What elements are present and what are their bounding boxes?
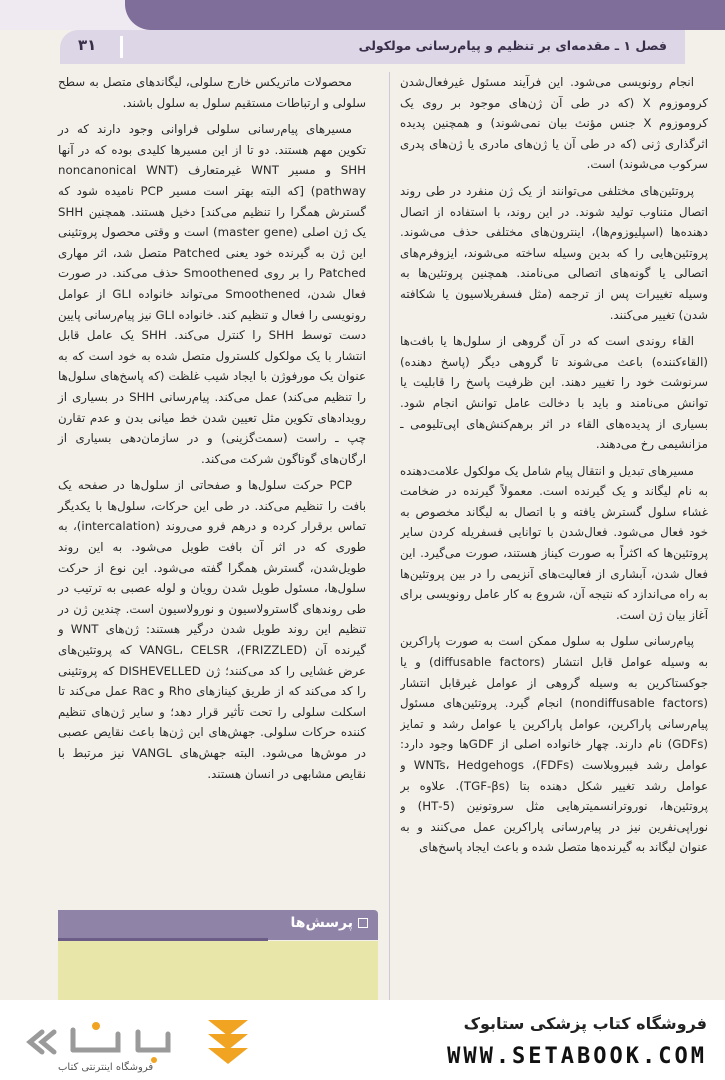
shop-name: فروشگاه کتاب پزشکی ستابوک bbox=[463, 1014, 707, 1033]
paragraph: مسیرهای تبدیل و انتقال پیام شامل یک مولکول علامت‌دهنده به نام لیگاند و یک گیرنده است. معمولاً گیرنده در ضخامت غشاء سلول گسترش یافته و با اتصال به لیگاند مخصوص به خود فعال می‌شود. فعال‌شدن با توانایی فسفریله کردن سایر پروتئین‌ها که اکثراً به صورت کیناز هستند، صورت می‌گیرد. این فعال شدن، آبشاری از فعالیت‌های آنزیمی را در بین پروتئین‌ها به راه می‌اندازد که نتیجه آن، شروع به کار عامل رونویسی برای آغاز بیان ژن است. bbox=[400, 463, 708, 622]
paragraph: مسیرهای پیام‌رسانی سلولی فراوانی وجود دارند که در تکوین مهم هستند. دو تا از این مسیرها کلیدی بوده که در آنها SHH و مسیر WNT غیرمتعارف (noncanonical WNT pathway) [که البته بهتر است مسیر PCP نامیده شود که گسترش همگرا را تنظیم می‌کند] دخیل هستند. همچنین SHH یک ژن اصلی (master gene) است و وقتی محصول پروتئینی این ژن به گیرنده خود یعنی Patched متصل شد، اثر مهاری Patched را بر روی Smoothened حذف می‌کند. در صورت فعال شدن، Smoothened می‌تواند خانواده GLI از عوامل رونویسی را فعال و تنظیم کند. خانواده GLI نیز پیام‌رسانی پایین دست توسط SHH را کنترل می‌کند. SHH یک عامل قابل انتشار با یک مولکول کلسترول متصل شده به خود است که به عنوان یک مورفوژن با ایجاد شیب غلظت (که پاسخ‌های سلول‌ها را تنظیم می‌کند) عمل می‌کند. پیام‌رسانی SHH در بسیاری از رویدادهای تکوین مثل تعیین شدن خط میانی بدن و عدم تقارن چپ ـ راست (سمت‌گزینی) و در سازمان‌دهی بسیاری از ارگان‌های گوناگون شرکت می‌کند. bbox=[58, 122, 367, 466]
paragraph: پیام‌رسانی سلول به سلول ممکن است به صورت پاراکرین به وسیله عوامل قابل انتشار (diffusable factors) و یا جوکستاکرین به وسیله گروهی از عوامل غیرقابل انتشار (nondiffusable factors) انجام گیرد. پروتئین‌های مسئول پیام‌رسانی پاراکرین، عوامل پاراکرین یا عوامل رشد و تمایز (GDFs) نام دارند. چهار خانواده اصلی از GDFها وجود دارد: عوامل رشد فیبروبلاست (FDFs)، WNTs، Hedgehogs و عوامل رشد تغییر شکل دهنده بتا (TGF-βs). علاوه بر پروتئین‌ها، نوروترانسمیترهایی مثل سروتونین (5-HT) و نوراپی‌نفرین نیز در پیام‌رسانی پاراکرین عمل می‌کنند و به عنوان لیگاند به گیرنده‌ها متصل شده و باعث ایجاد پاسخ‌های bbox=[400, 634, 708, 855]
column-separator bbox=[389, 72, 390, 1000]
paragraph: انجام رونویسی می‌شود. این فرآیند مسئول غیرفعال‌شدن کروموزوم X (که در طی آن ژن‌های موجود بر روی یک کروموزوم X جنس مؤنث بیان نمی‌شوند) و همچنین پدیده اثرگذاری ژنی (که در طی آن یا ژن‌های مادری یا ژن‌های پدری سرکوب می‌شوند) است. bbox=[400, 75, 708, 172]
header-notch bbox=[125, 0, 725, 30]
paragraph: محصولات ماتریکس خارج سلولی، لیگاندهای متصل به سطح سلولی و ارتباطات مستقیم سلول به سلول باشند. bbox=[58, 75, 366, 110]
page-number: ۳۱ bbox=[78, 36, 97, 54]
paragraph: PCP حرکت سلول‌ها و صفحاتی از سلول‌ها در صفحه یک بافت را تنظیم می‌کند. در طی این حرکات، سلول‌ها با یکدیگر تماس برقرار کرده و درهم فرو می‌روند (intercalation)، به طوری که در اثر آن بافت طویل می‌شود. به این روند طویل‌شدن، گسترش همگرا گفته می‌شود. این نوع از حرکت سلول‌ها، مسئول طویل شدن رویان و لوله عصبی به ترتیب در طی روندهای گاسترولاسیون و نورولاسیون است. چندین ژن در تنظیم این روند طویل شدن درگیر هستند: ژن‌های WNT و گیرنده آن (FRIZZLED)، VANGL، CELSR که پروتئین‌های عرض غشایی را کد می‌کنند؛ ژن DISHEVELLED که پروتئینی را کد می‌کند که از طریق کینازهای Rho و Rac عمل می‌کند تا اسکلت سلولی را تحت تأثیر قرار دهد؛ و سایر ژن‌های تنظیم کننده حرکات سلولی. جهش‌های این ژن‌ها باعث نقایص عصبی در موش‌ها می‌شود. البته جهش‌های VANGL نیز مرتبط با نقایص مشابهی در انسان هستند. bbox=[58, 478, 367, 781]
questions-section bbox=[58, 910, 378, 1000]
footer-banner bbox=[0, 1000, 725, 1080]
website-url[interactable]: WWW.SETABOOK.COM bbox=[447, 1044, 707, 1069]
page-header bbox=[60, 30, 685, 64]
questions-header-bar bbox=[58, 910, 378, 940]
logo-subtext: فروشگاه اینترنتی کتاب bbox=[58, 1062, 154, 1073]
paragraph: پروتئین‌های مختلفی می‌توانند از یک ژن منفرد در طی روند اتصال متناوب تولید شوند. در این روند، با استفاده از اتصال دهنده‌ها (اسپلیوزوم‌ها)، اینترون‌های مختلفی حذف می‌شوند. پروتئین‌هایی را که بدین وسیله ساخته می‌شوند، ایزوفرم‌های اتصالی یا گونه‌های اتصالی می‌نامند. همچنین پروتئین‌ها به وسیله تغییرات پس از ترجمه (مثل فسفریلاسیون یا شکافته شدن) تغییر می‌کنند. bbox=[400, 183, 708, 322]
chapter-title: فصل ۱ ـ مقدمه‌ای بر تنظیم و پیام‌رسانی مولکولی bbox=[358, 38, 667, 53]
questions-body bbox=[58, 941, 378, 1000]
left-column bbox=[58, 72, 366, 790]
paragraph: القاء روندی است که در آن گروهی از سلول‌ها یا بافت‌ها (القاءکننده) باعث می‌شوند تا گروهی دیگر (پاسخ دهنده) سرنوشت خود را تغییر دهند. این ظرفیت پاسخ را قابلیت یا توانش می‌نامند و باید با دخالت عامل توانش انجام شود. بسیاری از پدیده‌های القاء در اثر برهم‌کنش‌های اپی‌تلیومی ـ مزانشیمی رخ می‌دهند. bbox=[400, 334, 708, 452]
right-column bbox=[400, 72, 708, 1000]
setabook-logo bbox=[18, 1012, 258, 1072]
questions-heading: پرسش‌ها bbox=[291, 915, 369, 931]
header-divider bbox=[120, 36, 123, 58]
square-bullet-icon bbox=[358, 918, 368, 928]
